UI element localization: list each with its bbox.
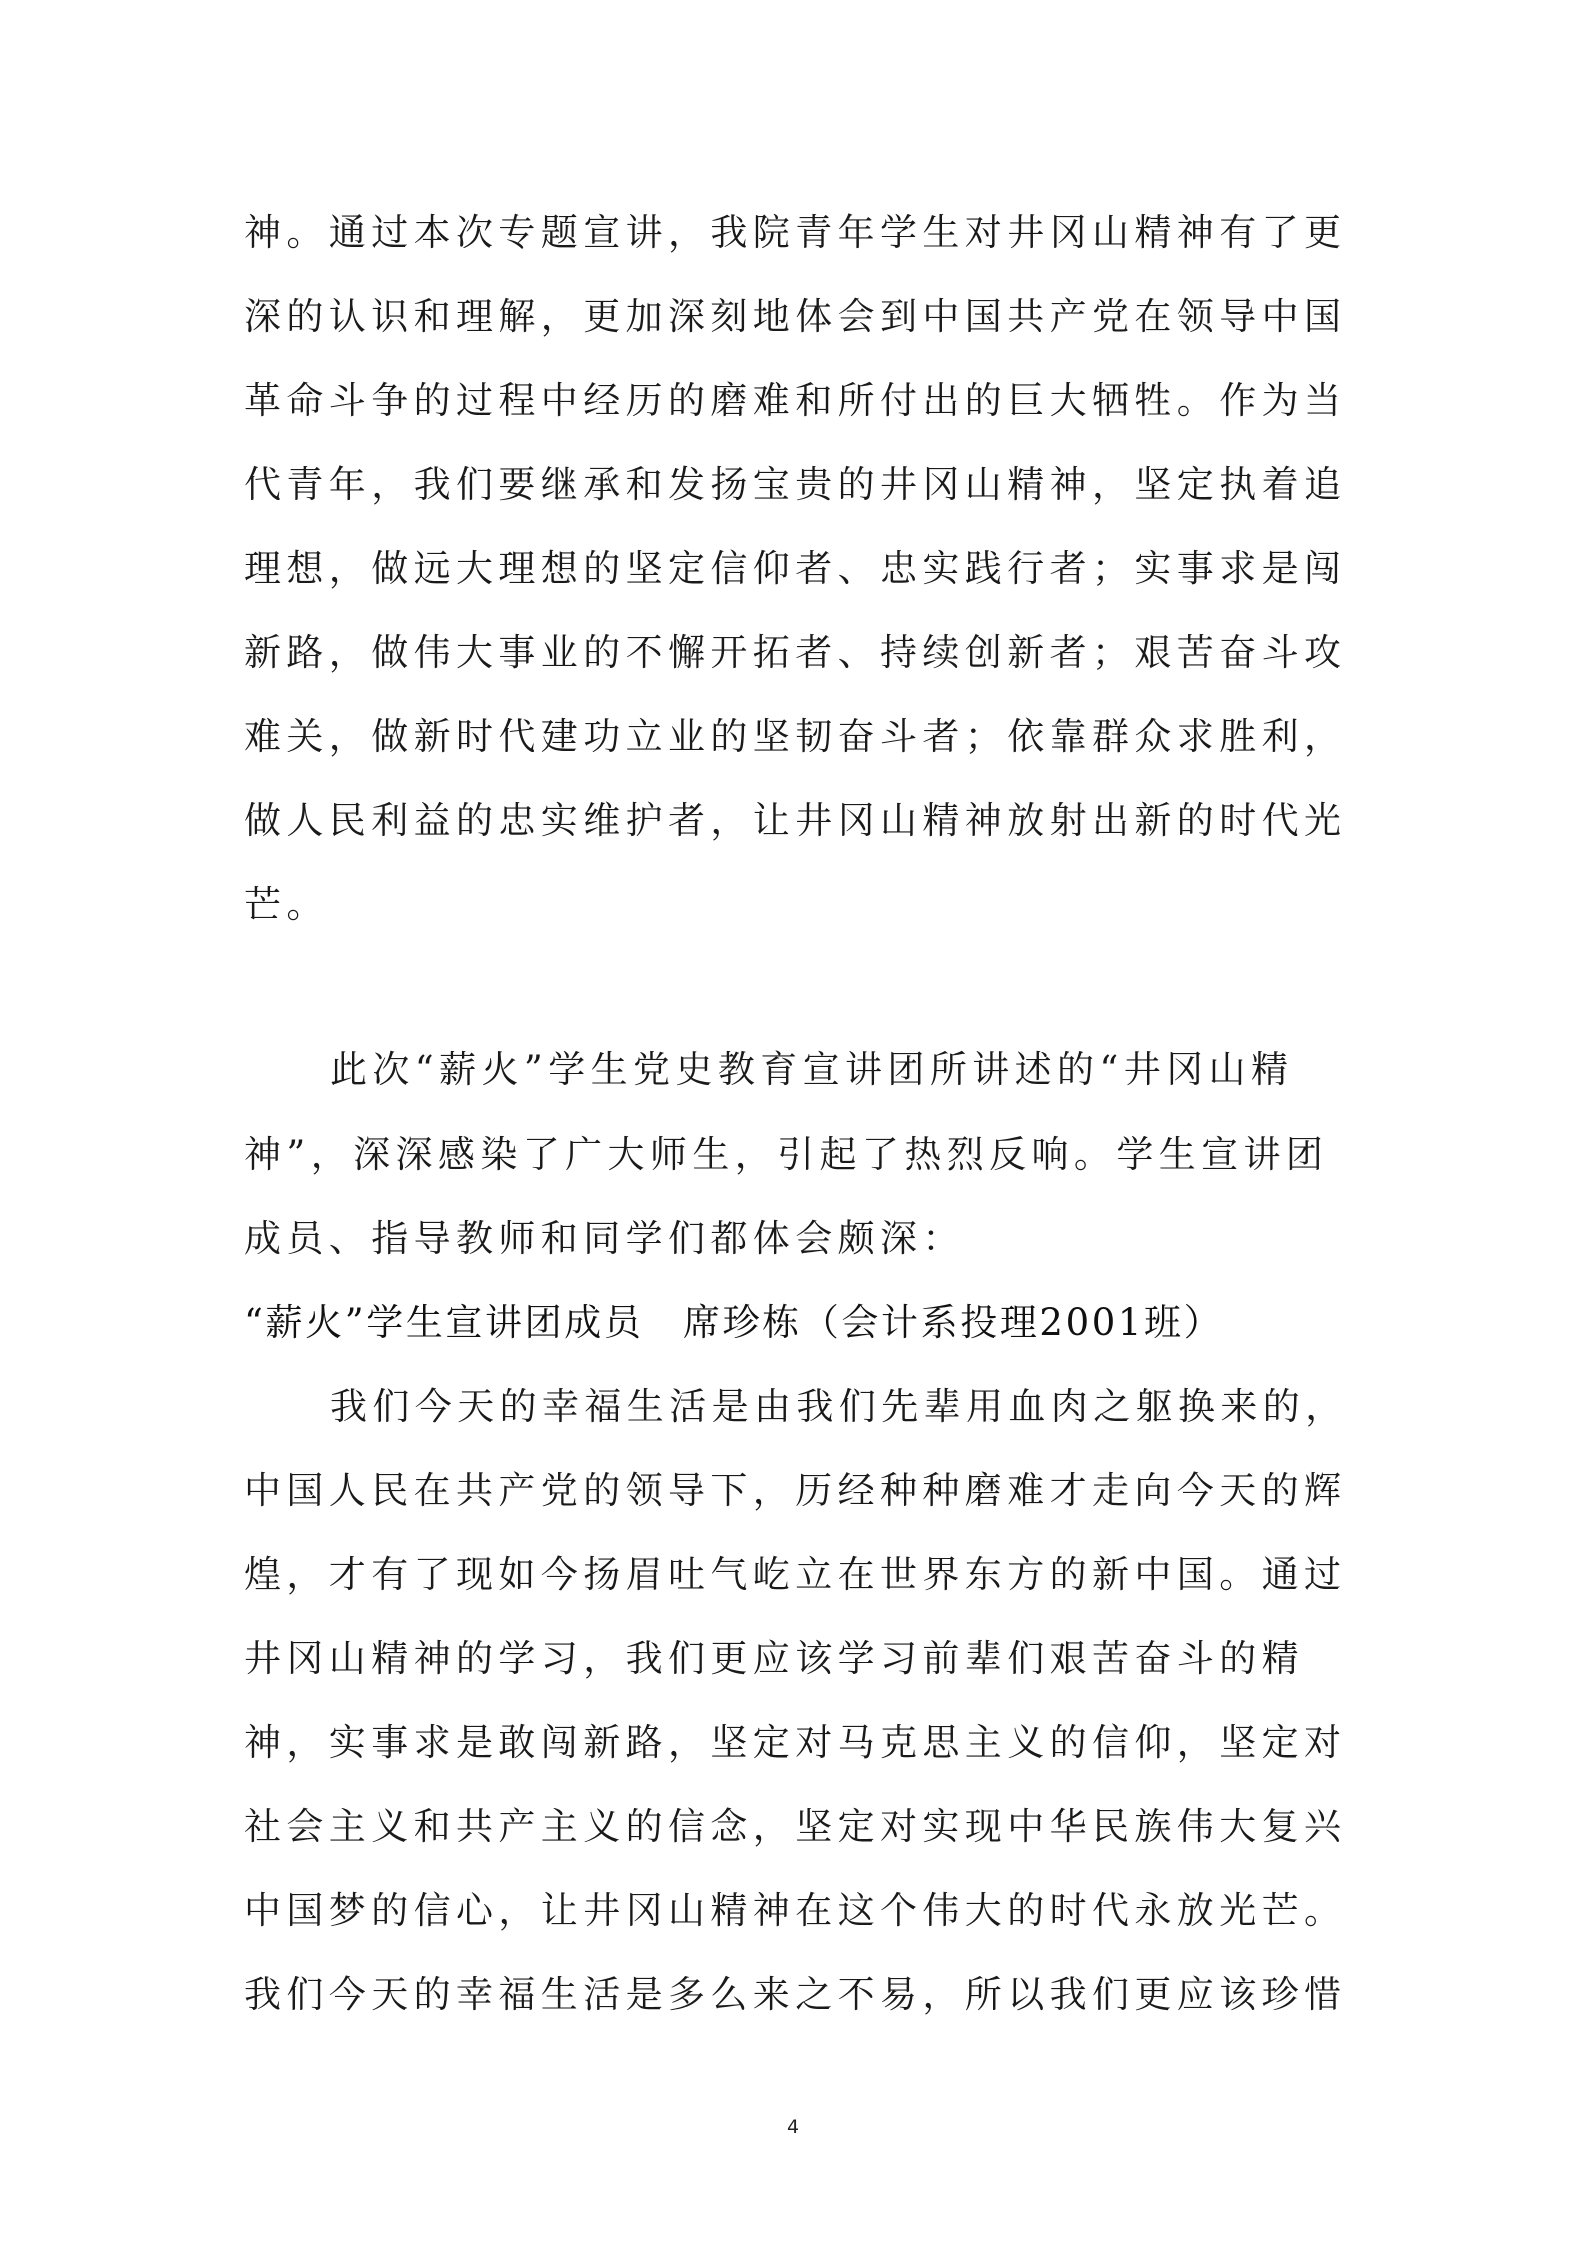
paragraph-line: 中国人民在共产党的领导下，历经种种磨难才走向今天的辉 bbox=[244, 1469, 1347, 1512]
paragraph-line: 中国梦的信心，让井冈山精神在这个伟大的时代永放光芒。 bbox=[244, 1889, 1347, 1932]
paragraph-line: 我们今天的幸福生活是多么来之不易，所以我们更应该珍惜 bbox=[244, 1973, 1347, 2016]
paragraph-line: 神，实事求是敢闯新路，坚定对马克思主义的信仰，坚定对 bbox=[244, 1721, 1347, 1764]
paragraph-line: 井冈山精神的学习，我们更应该学习前辈们艰苦奋斗的精 bbox=[244, 1637, 1304, 1680]
paragraph-line: 神”，深深感染了广大师生，引起了热烈反响。学生宣讲团 bbox=[244, 1133, 1329, 1176]
paragraph-line: 社会主义和共产主义的信念，坚定对实现中华民族伟大复兴 bbox=[244, 1805, 1347, 1848]
paragraph-line: 成员、指导教师和同学们都体会颇深： bbox=[244, 1217, 965, 1260]
paragraph-line: 煌，才有了现如今扬眉吐气屹立在世界东方的新中国。通过 bbox=[244, 1553, 1347, 1596]
paragraph-line: 我们今天的幸福生活是由我们先辈用血肉之躯换来的， bbox=[330, 1385, 1348, 1428]
paragraph-line: 神。通过本次专题宣讲，我院青年学生对井冈山精神有了更 bbox=[244, 211, 1347, 254]
paragraph-line: 做人民利益的忠实维护者，让井冈山精神放射出新的时代光 bbox=[244, 799, 1347, 842]
paragraph-line: 理想，做远大理想的坚定信仰者、忠实践行者；实事求是闯 bbox=[244, 547, 1347, 590]
paragraph-line: 难关，做新时代建功立业的坚韧奋斗者；依靠群众求胜利， bbox=[244, 715, 1347, 758]
paragraph-line: 代青年，我们要继承和发扬宝贵的井冈山精神，坚定执着追 bbox=[244, 463, 1347, 506]
paragraph-line: 此次“薪火”学生党史教育宣讲团所讲述的“井冈山精 bbox=[330, 1048, 1294, 1091]
paragraph-line: 深的认识和理解，更加深刻地体会到中国共产党在领导中国 bbox=[244, 295, 1347, 338]
paragraph-line: 新路，做伟大事业的不懈开拓者、持续创新者；艰苦奋斗攻 bbox=[244, 631, 1347, 674]
page-number: 4 bbox=[786, 2116, 800, 2138]
paragraph-line: 芒。 bbox=[244, 883, 329, 926]
paragraph-line: 革命斗争的过程中经历的磨难和所付出的巨大牺牲。作为当 bbox=[244, 379, 1347, 422]
speaker-heading: “薪火”学生宣讲团成员 席珍栋（会计系投理2001班） bbox=[244, 1301, 1224, 1344]
